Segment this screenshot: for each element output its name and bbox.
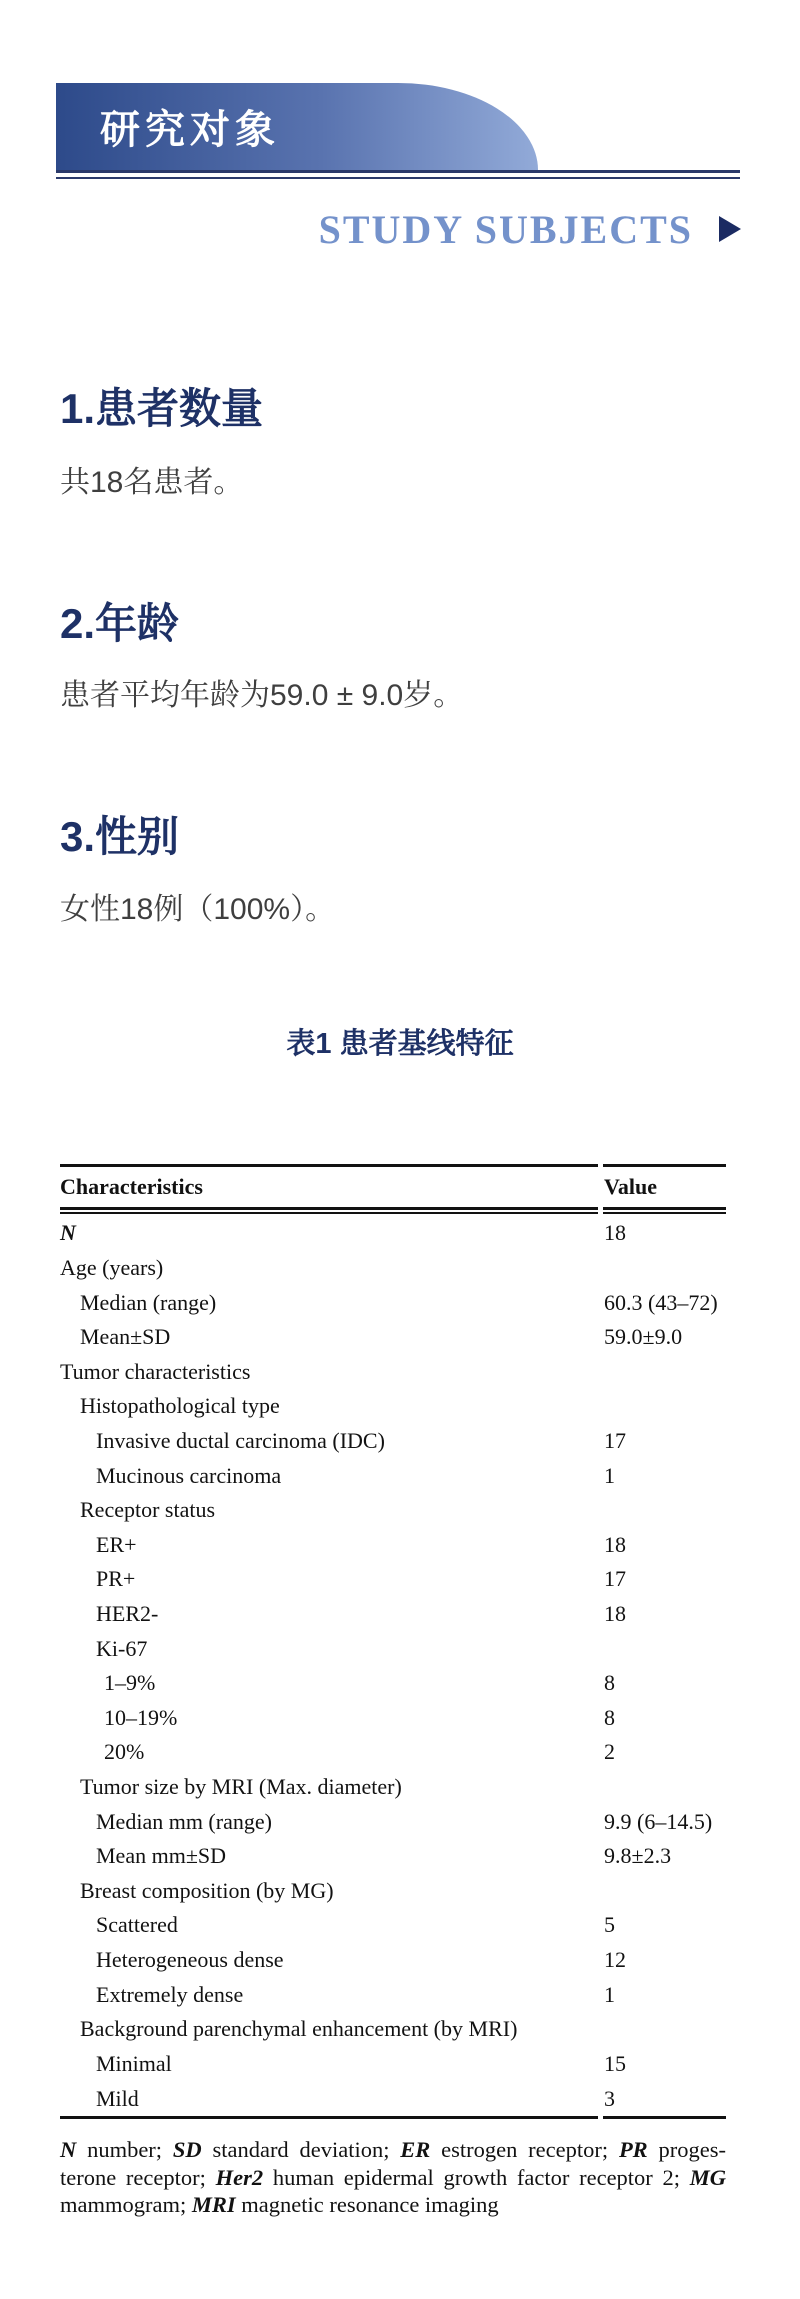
table-row: [60, 2012, 726, 2047]
row-label: Age (years): [60, 1254, 164, 1280]
row-value: 1: [604, 1981, 615, 2007]
table-row: [60, 1389, 726, 1424]
row-value: 17: [604, 1427, 626, 1453]
table-rows: [60, 1216, 726, 2116]
row-label: Mild: [96, 2085, 139, 2111]
footnote-abbreviation: ER: [400, 2137, 431, 2162]
table-row: [60, 1493, 726, 1528]
footnote-text: standard deviation;: [201, 2137, 401, 2162]
row-label: Breast composition (by MG): [80, 1877, 334, 1903]
row-label: Receptor status: [80, 1497, 216, 1523]
table-row: [60, 1320, 726, 1355]
row-label: Median mm (range): [96, 1808, 272, 1834]
right-arrow-icon: [719, 216, 741, 242]
table-row: [60, 1562, 726, 1597]
table-row: [60, 1597, 726, 1632]
table-row: [60, 1735, 726, 1770]
column-header-characteristics: Characteristics: [60, 1174, 203, 1199]
row-value: 8: [604, 1704, 615, 1730]
row-label: Background parenchymal enhancement (by MRI): [80, 2016, 518, 2042]
table-row: [60, 1770, 726, 1805]
table-row: [60, 1251, 726, 1286]
table-row: [60, 2047, 726, 2082]
column-header-value: Value: [604, 1174, 657, 1199]
row-label: Mean±SD: [80, 1324, 171, 1350]
section-heading-patient-count: 1.患者数量: [60, 385, 264, 432]
footnote-text: magnetic resonance imaging: [235, 2192, 499, 2218]
table-row: [60, 1631, 726, 1666]
table-footnote: [60, 2136, 726, 2219]
table-row: [60, 1354, 726, 1389]
subtitle-row: [0, 203, 741, 255]
row-label: PR+: [96, 1566, 136, 1592]
table-row: [60, 1527, 726, 1562]
footnote-line: [60, 2191, 726, 2219]
section-heading-gender: 3.性别: [60, 813, 180, 860]
row-label: Mucinous carcinoma: [96, 1462, 282, 1488]
table-row: [60, 1874, 726, 1909]
row-value: 9.8±2.3: [604, 1843, 672, 1869]
section-banner: [56, 83, 538, 170]
row-label: Heterogeneous dense: [96, 1947, 284, 1973]
table-row: [60, 1701, 726, 1736]
row-label: ER+: [96, 1531, 137, 1557]
row-label: Extremely dense: [96, 1981, 244, 2007]
table-row: [60, 1458, 726, 1493]
row-label: Tumor size by MRI (Max. diameter): [80, 1774, 402, 1800]
footnote-line: [60, 2136, 726, 2164]
row-label: Histopathological type: [80, 1393, 280, 1419]
banner-rule-thick: [56, 170, 740, 173]
table-row: [60, 2081, 726, 2116]
row-value: 5: [604, 1912, 615, 1938]
row-label: Tumor characteristics: [60, 1358, 251, 1384]
row-label: 10–19%: [104, 1704, 178, 1730]
footnote-text: proges-: [647, 2137, 726, 2162]
table-row: [60, 1804, 726, 1839]
footnote-text: human epidermal growth factor receptor 2;: [263, 2164, 690, 2190]
footnote-text: number;: [76, 2137, 173, 2162]
footnote-abbreviation: PR: [618, 2137, 648, 2162]
banner-title: 研究对象: [100, 107, 280, 152]
row-value: 60.3 (43–72): [604, 1289, 718, 1315]
row-label: Scattered: [96, 1912, 178, 1938]
table-row: [60, 1666, 726, 1701]
table-row: [60, 1977, 726, 2012]
row-label: Median (range): [80, 1289, 217, 1315]
table-row: [60, 1908, 726, 1943]
section-body-age: 患者平均年龄为59.0 ± 9.0岁。: [60, 679, 464, 712]
row-label: Minimal: [96, 2050, 172, 2076]
footnote-line: [60, 2164, 726, 2192]
section-body-gender: 女性18例（100%）。: [60, 893, 336, 926]
section-heading-age: 2.年龄: [60, 600, 180, 647]
table-row: [60, 1943, 726, 1978]
section-body-patient-count: 共18名患者。: [60, 466, 244, 499]
row-value: 8: [604, 1670, 615, 1696]
table-row: [60, 1216, 726, 1251]
row-value: 2: [604, 1739, 615, 1765]
row-label: N: [60, 1220, 76, 1246]
row-label: 1–9%: [104, 1670, 156, 1696]
row-value: 1: [604, 1462, 615, 1488]
banner-subtitle: STUDY SUBJECTS: [318, 206, 693, 252]
row-label: Mean mm±SD: [96, 1843, 227, 1869]
footnote-abbreviation: N: [60, 2137, 77, 2162]
footnote-abbreviation: MG: [689, 2164, 726, 2190]
row-value: 18: [604, 1601, 626, 1626]
banner-rule-thin: [56, 177, 740, 179]
footnote-abbreviation: MRI: [191, 2192, 236, 2218]
row-value: 18: [604, 1220, 626, 1246]
row-value: 15: [604, 2050, 626, 2076]
row-value: 18: [604, 1531, 626, 1557]
row-label: Invasive ductal carcinoma (IDC): [96, 1427, 385, 1453]
baseline-characteristics-table: [60, 1164, 726, 2122]
row-value: 9.9 (6–14.5): [604, 1808, 713, 1834]
row-label: 20%: [104, 1739, 145, 1765]
row-label: Ki-67: [96, 1635, 148, 1661]
footnote-text: mammogram;: [60, 2192, 192, 2218]
row-value: 3: [604, 2085, 615, 2111]
table-row: [60, 1424, 726, 1459]
row-value: 59.0±9.0: [604, 1324, 683, 1350]
row-label: HER2-: [96, 1601, 159, 1626]
row-value: 12: [604, 1947, 626, 1973]
footnote-abbreviation: Her2: [215, 2164, 264, 2190]
table-row: [60, 1285, 726, 1320]
table-title: 表1 患者基线特征: [286, 1028, 514, 1060]
footnote-text: estrogen receptor;: [430, 2137, 619, 2162]
footnote-abbreviation: SD: [172, 2137, 202, 2162]
footnote-text: terone receptor;: [60, 2164, 216, 2190]
table-row: [60, 1839, 726, 1874]
table-header-row: [60, 1167, 726, 1207]
row-value: 17: [604, 1566, 626, 1592]
